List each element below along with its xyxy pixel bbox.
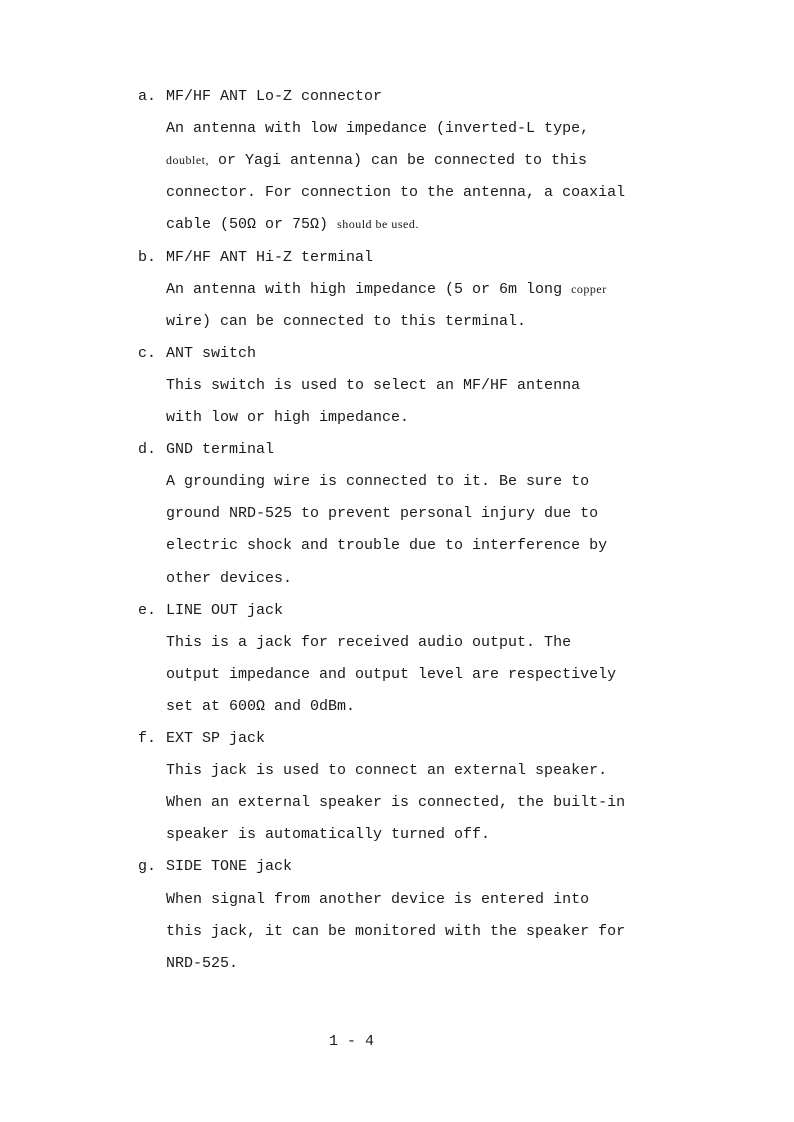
item-title: MF/HF ANT Hi-Z terminal	[166, 248, 374, 266]
body-text: A grounding wire is connected to it. Be sure to	[166, 473, 590, 491]
body-text: copper	[571, 281, 607, 296]
item-marker: e.	[138, 601, 157, 619]
body-text: doublet,	[166, 153, 209, 168]
item-body-line	[166, 570, 292, 587]
body-text: ground NRD-525 to prevent personal injury due to	[166, 505, 599, 523]
body-text: When an external speaker is connected, the built-in	[166, 794, 626, 812]
item-body-line	[166, 923, 625, 940]
body-text: This switch is used to select an MF/HF antenna	[166, 376, 581, 394]
item-marker: d.	[138, 441, 157, 459]
item-body-line	[166, 216, 419, 233]
item-body-line	[166, 313, 526, 330]
body-text: or Yagi antenna) can be connected to this	[209, 152, 588, 170]
item-body-line	[166, 505, 598, 522]
item-marker: a.	[138, 88, 157, 105]
item-body-line	[166, 152, 587, 169]
item-body-line	[166, 826, 490, 843]
item-marker: g.	[138, 858, 157, 876]
body-text: This is a jack for received audio output. The	[166, 633, 572, 651]
item-title: MF/HF ANT Lo-Z connector	[166, 88, 383, 105]
body-text: connector. For connection to the antenna, a coaxial	[166, 184, 626, 202]
item-body-line	[166, 891, 589, 908]
body-text: An antenna with low impedance (inverted-L type,	[166, 120, 590, 138]
item-title: SIDE TONE jack	[166, 858, 293, 876]
item-body-line	[166, 698, 355, 715]
item-body-line	[166, 473, 589, 490]
item-title: ANT switch	[166, 344, 257, 362]
body-text: with low or high impedance.	[166, 409, 410, 426]
body-text: other devices.	[166, 569, 293, 587]
body-text: cable (50Ω or 75Ω)	[166, 216, 338, 234]
body-text: this jack, it can be monitored with the speaker for	[166, 922, 626, 940]
body-text: wire) can be connected to this terminal.	[166, 312, 527, 330]
body-text: set at 600Ω and 0dBm.	[166, 697, 356, 715]
item-title: LINE OUT jack	[166, 601, 284, 619]
item-body-line	[166, 794, 625, 811]
page-number: 1 - 4	[329, 1033, 375, 1050]
item-body-line	[166, 184, 625, 201]
body-text: This jack is used to connect an external speaker.	[166, 762, 608, 780]
item-body-line	[166, 120, 589, 137]
item-body-line	[166, 955, 238, 972]
item-body-line	[166, 762, 607, 779]
body-text: speaker is automatically turned off.	[166, 826, 491, 844]
item-body-line	[166, 409, 409, 426]
item-marker: c.	[138, 344, 157, 362]
body-text: should be used.	[337, 217, 419, 232]
body-text: output impedance and output level are respectively	[166, 665, 617, 683]
body-text: NRD-525.	[166, 954, 239, 972]
item-body-line	[166, 666, 616, 683]
item-marker: f.	[138, 730, 157, 747]
item-body-line	[166, 634, 571, 651]
item-body-line	[166, 537, 607, 554]
body-text: electric shock and trouble due to interference by	[166, 537, 608, 555]
body-text: When signal from another device is entered into	[166, 890, 590, 908]
body-text: An antenna with high impedance (5 or 6m long	[166, 280, 572, 298]
item-title: GND terminal	[166, 441, 275, 459]
item-marker: b.	[138, 248, 157, 266]
item-body-line	[166, 377, 580, 394]
item-title: EXT SP jack	[166, 730, 266, 747]
item-body-line	[166, 281, 607, 298]
